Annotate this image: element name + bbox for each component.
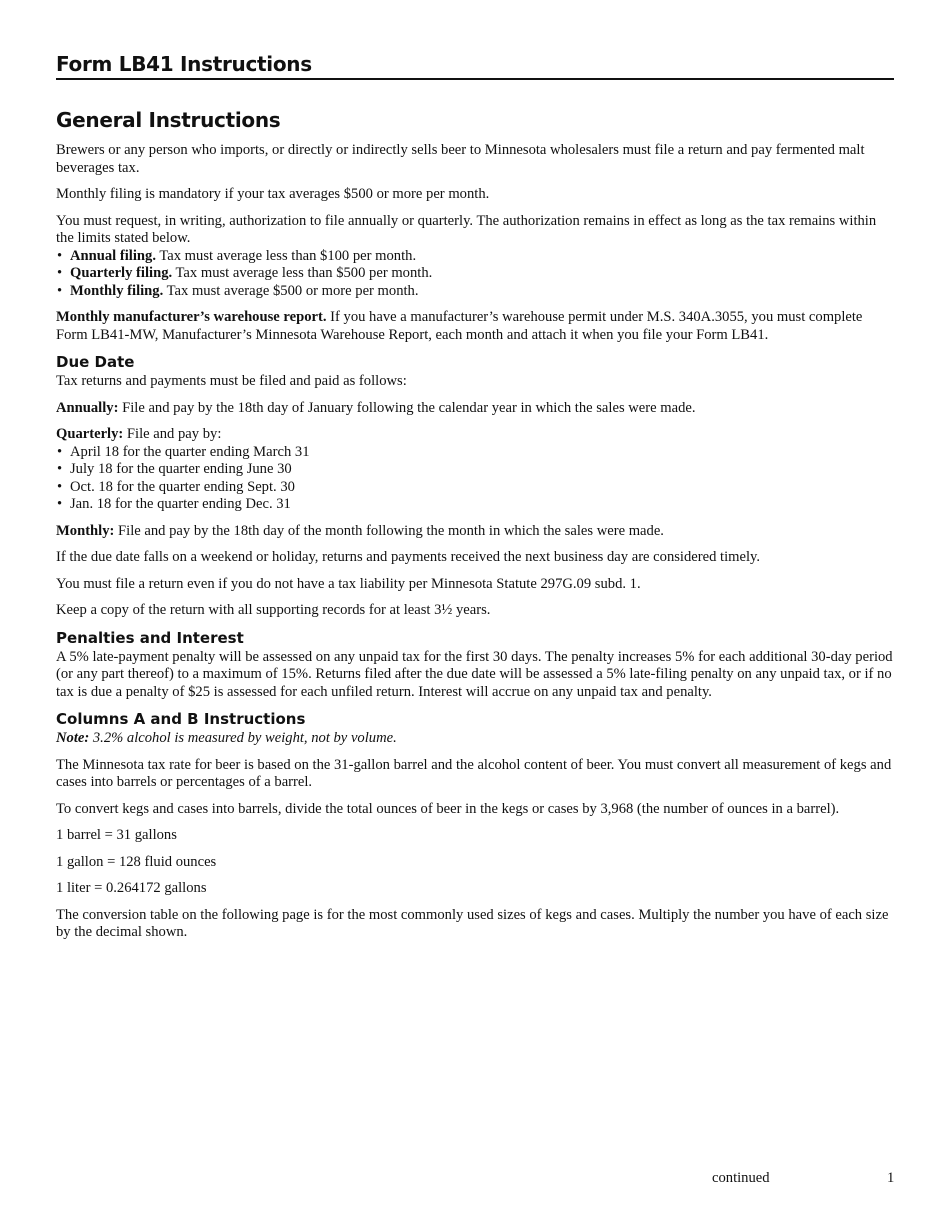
barrel-equation: 1 barrel = 31 gallons — [56, 827, 177, 843]
quarterly-dates-list — [56, 444, 894, 514]
page-number: 1 — [887, 1170, 895, 1186]
alcohol-note: Note: 3.2% alcohol is measured by weight, not by volume. — [56, 730, 397, 746]
list-item: • April 18 for the quarter ending March 31 — [56, 444, 894, 462]
gallon-equation: 1 gallon = 128 fluid ounces — [56, 853, 217, 870]
tax-rate-text: The Minnesota tax rate for beer is based on the 31-gallon barrel and the alcohol content of beer. You must convert all measurement of kegs and cases into barrels or percentages of a barrel. — [56, 756, 892, 790]
continued-label: continued — [712, 1170, 770, 1186]
general-intro: Brewers or any person who imports, or directly or indirectly sells beer to Minnesota wholesalers must file a return and pay fermented malt beverages tax. — [56, 142, 865, 176]
columns-heading: Columns A and B Instructions — [56, 710, 306, 728]
filing-options-list — [56, 248, 894, 301]
liter-equation: 1 liter = 0.264172 gallons — [56, 880, 207, 896]
list-item: • Quarterly filing. Tax must average less than $500 per month. — [56, 265, 894, 283]
document-body — [56, 108, 894, 951]
monthly-mandatory-text: Monthly filing is mandatory if your tax averages $500 or more per month. — [56, 186, 490, 202]
document-title: Form LB41 Instructions — [56, 52, 312, 76]
warehouse-report-paragraph: Monthly manufacturer’s warehouse report. If you have a manufacturer’s warehouse permit under M.S. 340A.3055, you must complete Form LB41-MW, Manufacturer’s Minnesota Warehouse Report, each month and attach it when you file your Form LB41. — [56, 309, 863, 343]
list-item: • Annual filing. Tax must average less than $100 per month. — [56, 248, 894, 266]
authorization-text: You must request, in writing, authorization to file annually or quarterly. The authorization remains in effect as long as the tax remains within the limits stated below. — [56, 212, 877, 246]
conversion-text: To convert kegs and cases into barrels, divide the total ounces of beer in the kegs or cases by 3,968 (the number of ounces in a barrel). — [56, 800, 840, 817]
conversion-table-note: The conversion table on the following page is for the most commonly used sizes of kegs and cases. Multiply the number you have of each size by the decimal shown. — [56, 906, 889, 940]
due-date-heading: Due Date — [56, 353, 135, 371]
due-date-intro: Tax returns and payments must be filed and paid as follows: — [56, 373, 407, 389]
general-instructions-heading: General Instructions — [56, 108, 281, 132]
list-item: • Monthly filing. Tax must average $500 or more per month. — [56, 283, 894, 301]
list-item: • Jan. 18 for the quarter ending Dec. 31 — [56, 496, 894, 514]
title-divider — [56, 78, 894, 80]
penalties-heading: Penalties and Interest — [56, 628, 244, 647]
monthly-paragraph: Monthly: File and pay by the 18th day of the month following the month in which the sales were made. — [56, 522, 664, 539]
list-item: • Oct. 18 for the quarter ending Sept. 30 — [56, 479, 894, 497]
no-liability-text: You must file a return even if you do not have a tax liability per Minnesota Statute 297G.09 subd. 1. — [56, 575, 641, 592]
quarterly-paragraph: Quarterly: File and pay by: — [56, 426, 222, 442]
weekend-holiday-text: If the due date falls on a weekend or holiday, returns and payments received the next business day are considered timely. — [56, 549, 761, 565]
annually-paragraph: Annually: File and pay by the 18th day of January following the calendar year in which the sales were made. — [56, 399, 696, 416]
list-item: • July 18 for the quarter ending June 30 — [56, 461, 894, 479]
records-text: Keep a copy of the return with all supporting records for at least 3½ years. — [56, 602, 491, 618]
penalties-text: A 5% late-payment penalty will be assessed on any unpaid tax for the first 30 days. The penalty increases 5% for each additional 30-day period (or any part thereof) to a maximum of 15%. Returns filed after the due date will be assessed a 5% late-filing penalty on any unpaid tax, or if no tax is due a penalty of $25 is assessed for each unfiled return. Interest will accrue on any unpaid tax and penalty. — [56, 648, 893, 700]
